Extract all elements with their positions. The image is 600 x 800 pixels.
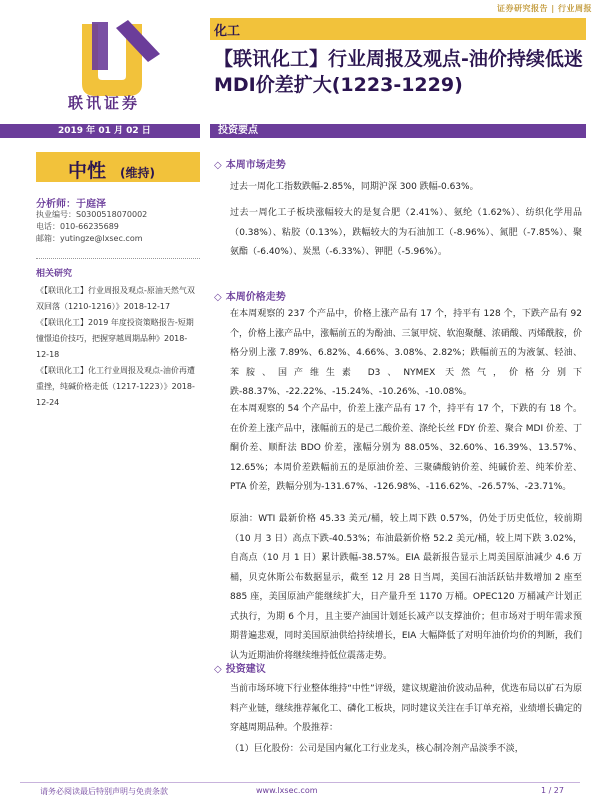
market-paragraph-2: 过去一周化工子板块涨幅较大的是复合肥（2.41%）、氨纶（1.62%）、纺织化学用品（0.38%）、粘胶（0.13%），跌幅较大的为石油加工（-8.96%）、氮肥（-7.85%）、聚氨酯（-6.40%）、炭黑（-6.33%）、钾肥（-5.96%）。 <box>230 208 582 257</box>
diamond-icon: ◇ <box>214 160 222 171</box>
footer-website-link[interactable]: www.lxsec.com <box>256 786 318 795</box>
left-divider <box>36 258 200 259</box>
rating-qualifier: (维持) <box>120 166 155 180</box>
report-date: 2019 年 01 月 02 日 <box>58 126 151 136</box>
footer-divider <box>20 782 580 783</box>
related-item[interactable]: 《【联讯化工】行业周报及观点-原油天然气双双回落（1210-1216）》2018-12-17 <box>36 286 195 311</box>
diamond-icon: ◇ <box>214 292 222 303</box>
market-paragraph-1: 过去一周化工指数跌幅-2.85%，同期沪深 300 跌幅-0.63%。 <box>230 182 479 192</box>
sector-label: 化工 <box>214 24 241 39</box>
related-item[interactable]: 《【联讯化工】化工行业周报及观点-油价再遭重挫，纯碱价格走低（1217-1223）》2018-12-24 <box>36 366 195 407</box>
analyst-license: 执业编号：S0300518070002 <box>36 210 148 219</box>
price-paragraph-3: 原油：WTI 最新价格 45.33 美元/桶，较上周下跌 0.57%，仍处于历史低位，较前期（10 月 3 日）高点下跌-40.53%；布油最新价格 52.2 美元/桶，较上周下跌 3.02%，自高点（10 月 1 日）累计跌幅-38.57%。EIA 最新报告显示上周美国原油减少 4.6 万桶，贝克休斯公布数据显示，截至 12 月 28 日当周，美国石油活跃钻井数增加 2 座至 885 座，美国原油产能继续扩大，日产量升至 1170 万桶。OPEC120 万桶减产计划正式执行，为期 6 个月，且主要产油国计划延长减产以支撑油价；但市场对于明年需求预期普遍悲观，同时美国原油供给持续增长，EIA 大幅降低了对明年油价均价的判断，我们认为近期油价将继续维持低位震荡走势。 <box>230 514 582 661</box>
analyst-contact <box>36 209 200 245</box>
key-points-band <box>210 124 586 138</box>
rating-value: 中性 <box>68 160 107 182</box>
section-market-title: ◇ 本周市场走势 <box>214 160 286 171</box>
report-title: 【联讯化工】行业周报及观点-油价持续低迷 MDI价差扩大(1223-1229) <box>214 48 583 96</box>
price-paragraph-2: 在本周观察的 54 个产品中，价差上涨产品有 17 个，持平有 17 个，下跌的有 18 个。在价差上涨产品中，涨幅前五的是己二酸价差、涤纶长丝 FDY 价差、聚合 MDI 价差、丁酮价差、顺酐法 BDO 价差，涨幅分别为 88.05%、32.60%、16.39%、13.57%、12.65%；本周价差跌幅前五的是原油价差、三聚磷酸钠价差、纯碱价差、纯苯价差、PTA 价差，跌幅分别为-131.67%、-126.98%、-116.62%、-26.57%、-23.71%。 <box>230 404 582 492</box>
analyst-email[interactable]: 邮箱：yutingze@lxsec.com <box>36 234 143 243</box>
report-type-tag: 证券研究报告 | 行业周报 <box>497 4 592 13</box>
related-research-title: 相关研究 <box>36 269 73 279</box>
page-number: 1 / 27 <box>540 786 564 795</box>
section-advice-title: ◇ 投资建议 <box>214 664 266 675</box>
price-paragraph-1: 在本周观察的 237 个产品中，价格上涨产品有 17 个，持平有 128 个，下跌产品有 92 个，价格上涨产品中，涨幅前五的为酚油、三氯甲烷、软泡聚醚、浓硝酸、丙烯酰胺，价格分别上涨 7.89%、6.82%、4.66%、3.08%、2.82%；跌幅前五的为液氯、轻油、苯胺、国产维生素 D3、NYMEX 天然气，价格分别下跌-88.37%、-22.22%、-15.24%、-10.26%、-10.08%。 <box>230 309 582 397</box>
analyst-phone: 电话：010-66235689 <box>36 222 119 231</box>
rating-box <box>36 152 200 182</box>
footer-disclaimer: 请务必阅读最后特别声明与免责条款 <box>40 787 168 796</box>
diamond-icon: ◇ <box>214 664 222 675</box>
logo-wordmark: 联讯证券 <box>68 94 141 112</box>
advice-paragraph-1: 当前市场环境下行业整体维持“中性”评级，建议规避油价波动品种，优选布局以矿石为原料产业链，继续推荐氟化工、磷化工板块，同时建议关注在手订单充裕，业绩增长确定的穿越周期品种。个股推荐： <box>230 684 582 733</box>
related-item[interactable]: 《【联讯化工】2019 年度投资策略报告-短期憧憬追价技巧，把握穿越周期品种》2018-12-18 <box>36 318 194 359</box>
key-points-label: 投资要点 <box>218 125 258 136</box>
sector-bar <box>210 18 586 40</box>
related-research-list <box>36 283 200 411</box>
section-price-title: ◇ 本周价格走势 <box>214 292 286 303</box>
advice-paragraph-2: （1）巨化股份：公司是国内氟化工行业龙头，核心制冷剂产品淡季不淡， <box>230 744 524 754</box>
analyst-name: 分析师：于庭泽 <box>36 199 106 210</box>
